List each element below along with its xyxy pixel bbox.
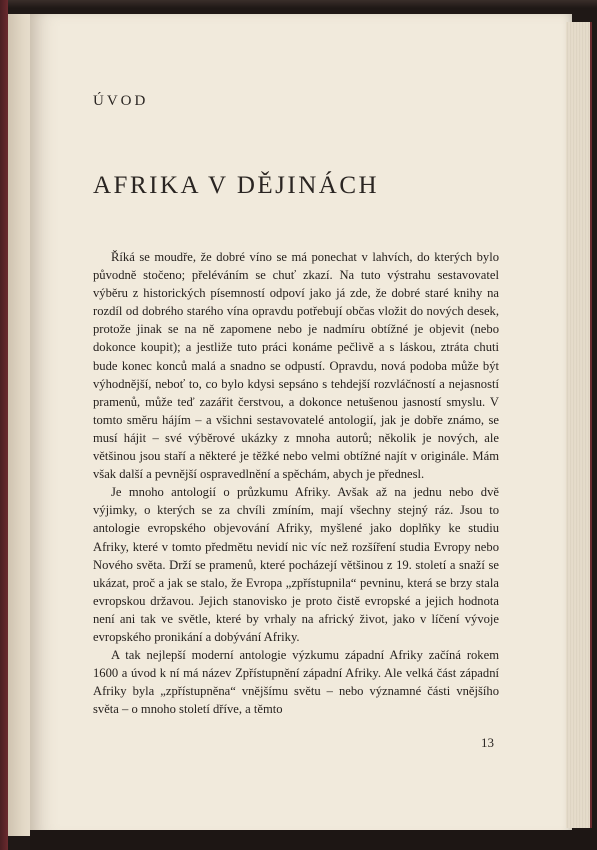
page-edges [566,22,592,828]
paragraph: A tak nejlepší moderní antologie výzkumu západní Afriky začíná rokem 1600 a úvod k ní má název Zpřístupnění západní Afriky. Ale velká část západní Afriky byla „zpřístupněna“ vnějšímu světu – nebo významné části vnějšího světa – o mnoho století dříve, a těmto [93,648,499,717]
paragraph: Říká se moudře, že dobré víno se má ponechat v lahvích, do kterých bylo původně stočeno; přeléváním se chuť zkazí. Na tuto výstrahu sestavovatel výběru z historických písemností odpoví jako já zde, že dobré staré knihy na rozdíl od dobrého starého vína opravdu potřebují občas vložit do nových desek, protože jinak se na ně zapomene nebo je nadmíru obtížné je objevit (nebo dokonce koupit); a jestliže tuto práci konáme pečlivě a s láskou, ztráta chuti bude konec konců malá a snadno se odpustí. Opravdu, nová podoba může být výhodnější, neboť to, co bylo kdysi sepsáno s tehdejší rozvláčností a nejasností pramenů, může teď zazářit čerstvou, a dokonce netušenou jasností smyslu. V tomto směru hájím – a všichni sestavovatelé antologií, jak je dobře známo, se musí hájit – své výběrové ukázky z mnoha autorů; několik je nových, ale většinou jsou staří a některé je těžké nebo velmi obtížné najít v originále. Mám však další a pevnější ospravedlnění a spěchám, abych je přednesl. [93,250,499,482]
section-label: ÚVOD [93,93,149,109]
body-text [93,248,499,718]
bottom-shadow [30,830,590,850]
paragraph: Je mnoho antologií o průzkumu Afriky. Avšak až na jednu nebo dvě výjimky, o kterých se za chvíli zmíním, mají všechny stejný ráz. Jsou to antologie evropského objevování Afriky, myšlené jako doplňky ke studiu Afriky, které v tomto předmětu nevidí nic víc než rozšíření studia Evropy nebo Nového světa. Drží se pramenů, které pocházejí většinou z 19. století a snaží se ukázat, proč a jak se stalo, že Evropa „zpřístupnila“ pevninu, která se brzy stala evropskou državou. Jejich stanovisko je proto čistě evropské a jejich hodnota není ani tak ve světle, které by vrhaly na africký život, jako v líčení vývoje evropského pronikání a dobývání Afriky. [93,485,499,644]
page-number: 13 [481,735,494,750]
book-cover-edge [0,0,8,850]
chapter-title: AFRIKA V DĚJINÁCH [93,172,380,199]
